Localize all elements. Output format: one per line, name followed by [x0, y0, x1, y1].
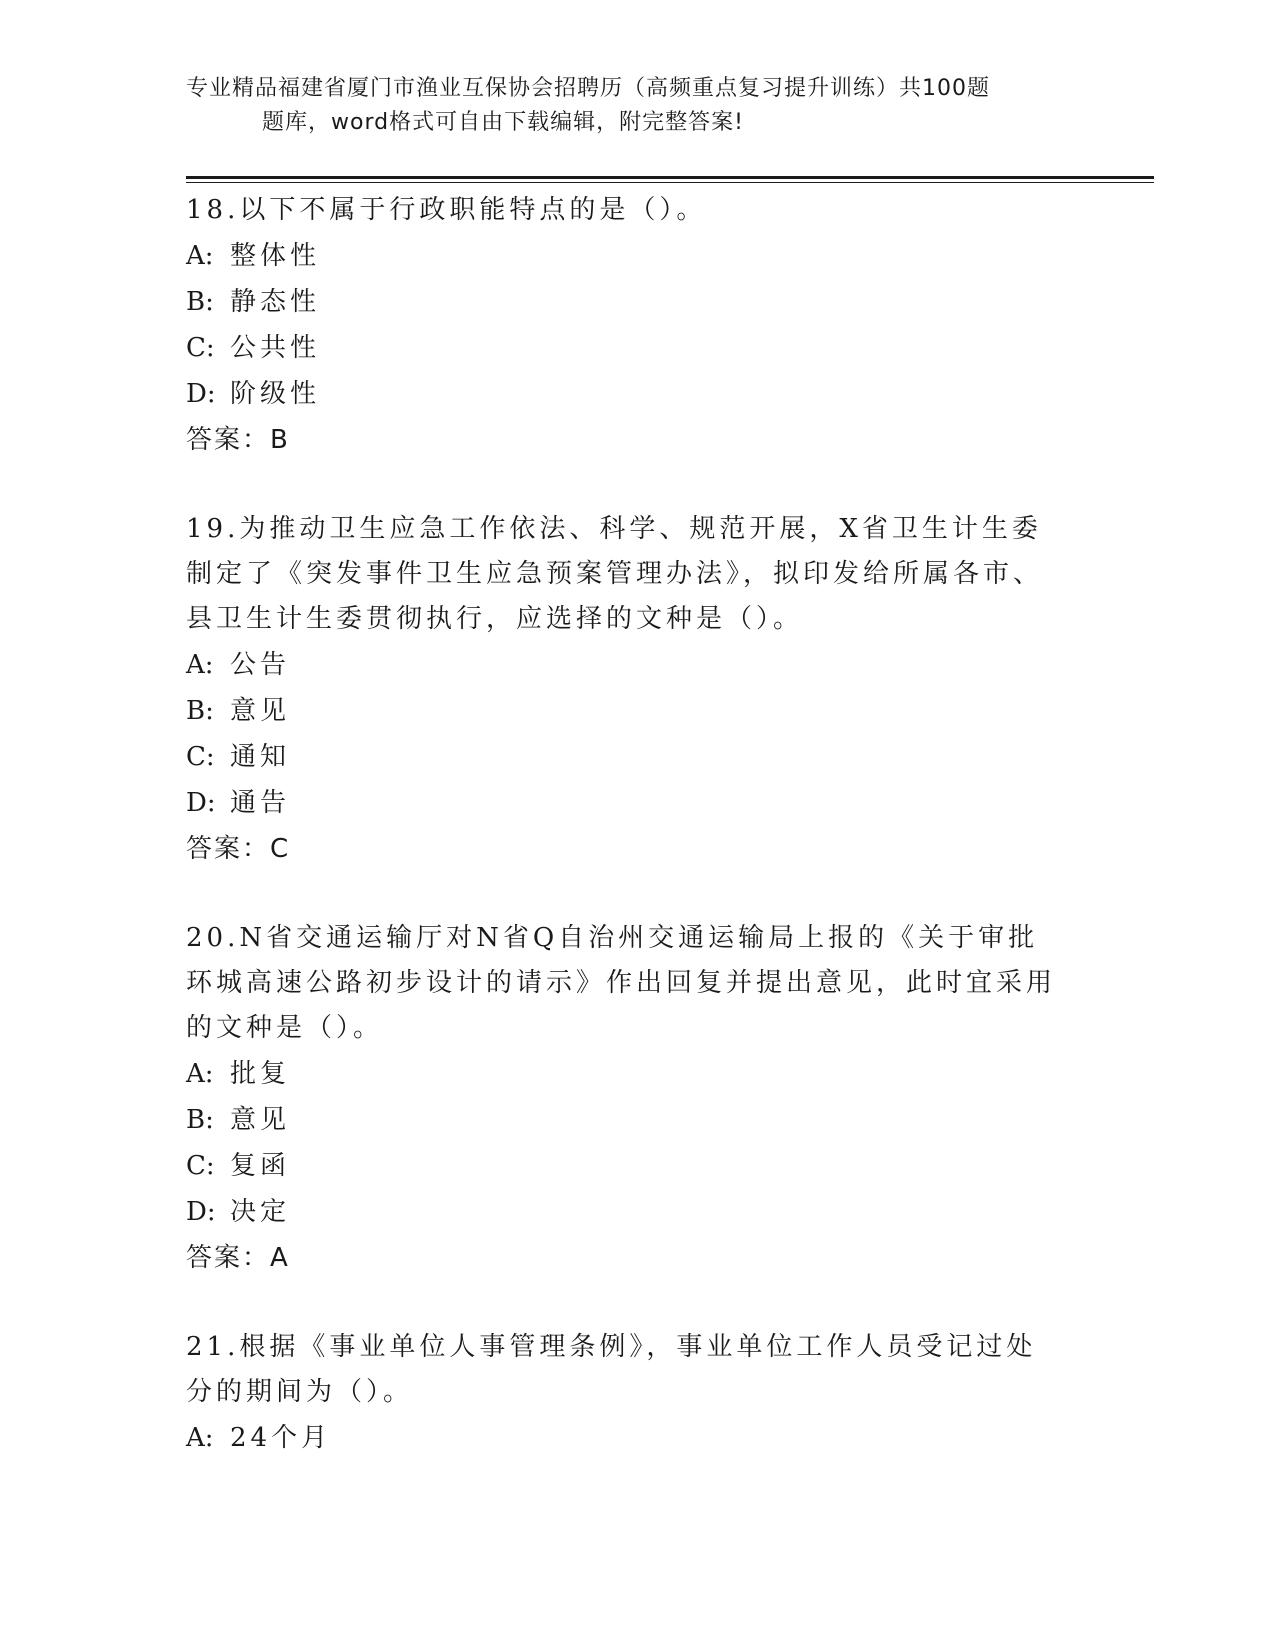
question-text: 19.为推动卫生应急工作依法、科学、规范开展，X省卫生计生委制定了《突发事件卫生应急预案管理办法》，拟印发给所属各市、县卫生计生委贯彻执行，应选择的文种是（）。: [186, 514, 1044, 634]
header-divider-thick: [186, 176, 1154, 179]
option-label: D:: [186, 379, 216, 409]
question-text: 20.N省交通运输厅对N省Q自治州交通运输局上报的《关于审批环城高速公路初步设计的请示》作出回复并提出意见，此时宜采用的文种是（）。: [186, 923, 1057, 1043]
option-a: [186, 1051, 1066, 1097]
option-d: [186, 371, 1066, 417]
option-a: [186, 1415, 1066, 1461]
question-20: [186, 916, 1066, 1281]
option-label: C:: [186, 333, 215, 363]
question-21: [186, 1325, 1066, 1461]
option-d: [186, 1189, 1066, 1235]
option-label: A:: [186, 241, 214, 271]
question-18: [186, 188, 1066, 463]
option-label: A:: [186, 650, 214, 680]
option-text: 复函: [230, 1151, 291, 1181]
option-text: 阶级性: [230, 379, 321, 409]
question-text: 18.以下不属于行政职能特点的是（）。: [186, 195, 707, 225]
option-text: 整体性: [230, 241, 321, 271]
answer-line: 答案：B: [186, 425, 290, 455]
question-text: 21.根据《事业单位人事管理条例》，事业单位工作人员受记过处分的期间为（）。: [186, 1332, 1037, 1407]
option-label: D:: [186, 1197, 216, 1227]
answer-line: 答案：A: [186, 1243, 290, 1273]
option-label: A:: [186, 1059, 214, 1089]
option-b: [186, 1097, 1066, 1143]
option-a: [186, 233, 1066, 279]
question-list: [186, 188, 1066, 1461]
option-b: [186, 688, 1066, 734]
question-19: [186, 507, 1066, 872]
option-text: 意见: [230, 696, 291, 726]
option-label: C:: [186, 742, 215, 772]
option-c: [186, 1143, 1066, 1189]
option-a: [186, 642, 1066, 688]
option-text: 公告: [230, 650, 291, 680]
option-label: B:: [186, 1105, 214, 1135]
option-d: [186, 780, 1066, 826]
option-label: D:: [186, 788, 216, 818]
option-b: [186, 279, 1066, 325]
option-text: 公共性: [230, 333, 321, 363]
option-c: [186, 325, 1066, 371]
option-text: 通知: [230, 742, 291, 772]
spacer: [186, 463, 1066, 507]
header-divider-thin: [186, 182, 1154, 183]
spacer: [186, 872, 1066, 916]
option-text: 24个月: [230, 1423, 332, 1453]
option-label: A:: [186, 1423, 214, 1453]
header-title-line2: 题库，word格式可自由下载编辑，附完整答案!: [262, 110, 744, 135]
option-label: B:: [186, 696, 214, 726]
option-text: 意见: [230, 1105, 291, 1135]
document-header: [186, 72, 1066, 140]
option-text: 静态性: [230, 287, 321, 317]
spacer: [186, 1281, 1066, 1325]
option-label: B:: [186, 287, 214, 317]
option-label: C:: [186, 1151, 215, 1181]
option-text: 批复: [230, 1059, 291, 1089]
option-c: [186, 734, 1066, 780]
header-title-line1: 专业精品福建省厦门市渔业互保协会招聘历（高频重点复习提升训练）共100题: [186, 76, 990, 101]
option-text: 决定: [230, 1197, 291, 1227]
answer-line: 答案：C: [186, 834, 291, 864]
option-text: 通告: [230, 788, 291, 818]
